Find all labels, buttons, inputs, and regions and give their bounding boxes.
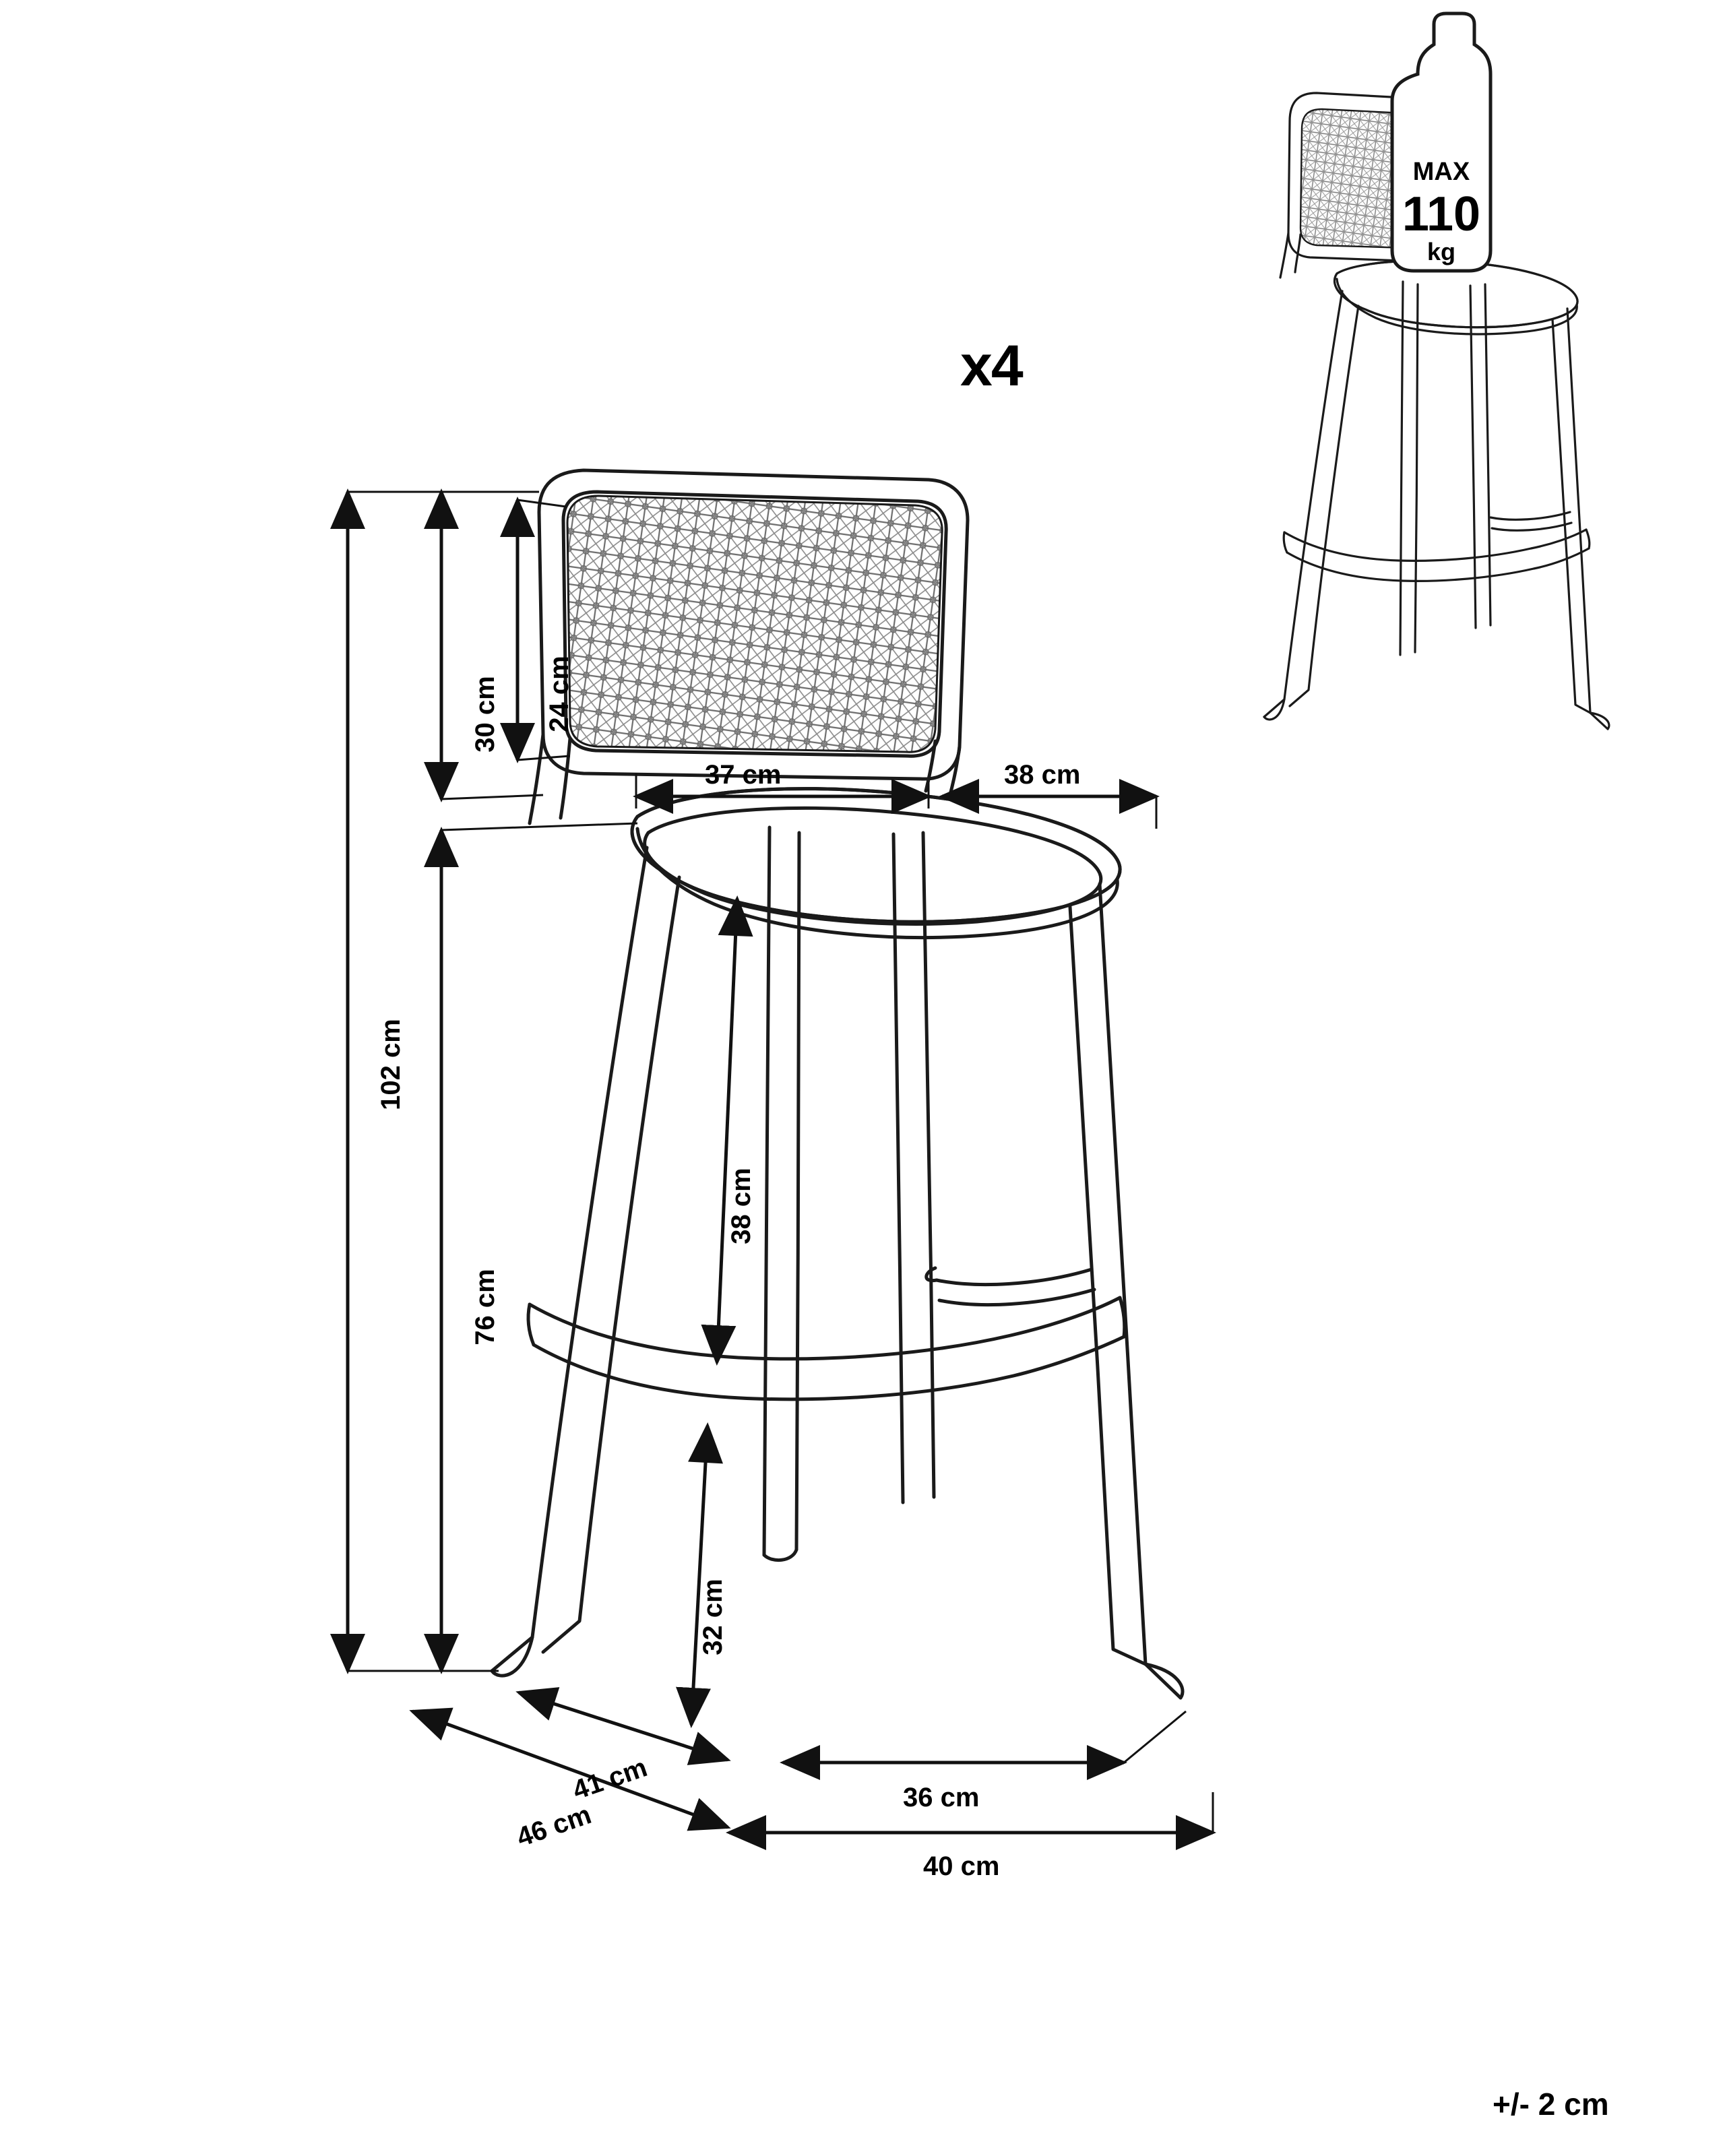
- tolerance-label: +/- 2 cm: [1493, 2087, 1609, 2122]
- dimension-label-base-depth-inner: 41 cm: [569, 1752, 651, 1806]
- dimension-label-footrest-height: 32 cm: [698, 1579, 728, 1655]
- seat: [632, 789, 1120, 938]
- dimension-label-backrest-height-inner: 24 cm: [544, 656, 574, 732]
- dimension-label-base-depth-outer: 46 cm: [513, 1800, 595, 1853]
- backrest: [539, 470, 968, 779]
- quantity-label: x4: [960, 334, 1022, 398]
- dimension-label-seat-depth-diag: 38 cm: [726, 1168, 756, 1244]
- dimension-label-seat-width: 38 cm: [1004, 760, 1081, 790]
- max-load-unit: kg: [1426, 238, 1455, 265]
- main-stool-illustration: [492, 470, 1183, 1698]
- dimension-label-backrest-width: 37 cm: [705, 760, 782, 790]
- dimension-label-total-height: 102 cm: [376, 1019, 406, 1110]
- dimension-label-base-width-inner: 36 cm: [903, 1783, 980, 1812]
- footrest-ring: [528, 1268, 1125, 1399]
- dimension-label-seat-height: 76 cm: [470, 1269, 500, 1345]
- dimension-label-base-width-outer: 40 cm: [923, 1851, 1000, 1881]
- legs: [492, 827, 1183, 1698]
- max-load-prefix: MAX: [1412, 158, 1470, 186]
- max-load-value: 110: [1402, 187, 1481, 241]
- dimension-label-backrest-height-outer: 30 cm: [470, 676, 500, 753]
